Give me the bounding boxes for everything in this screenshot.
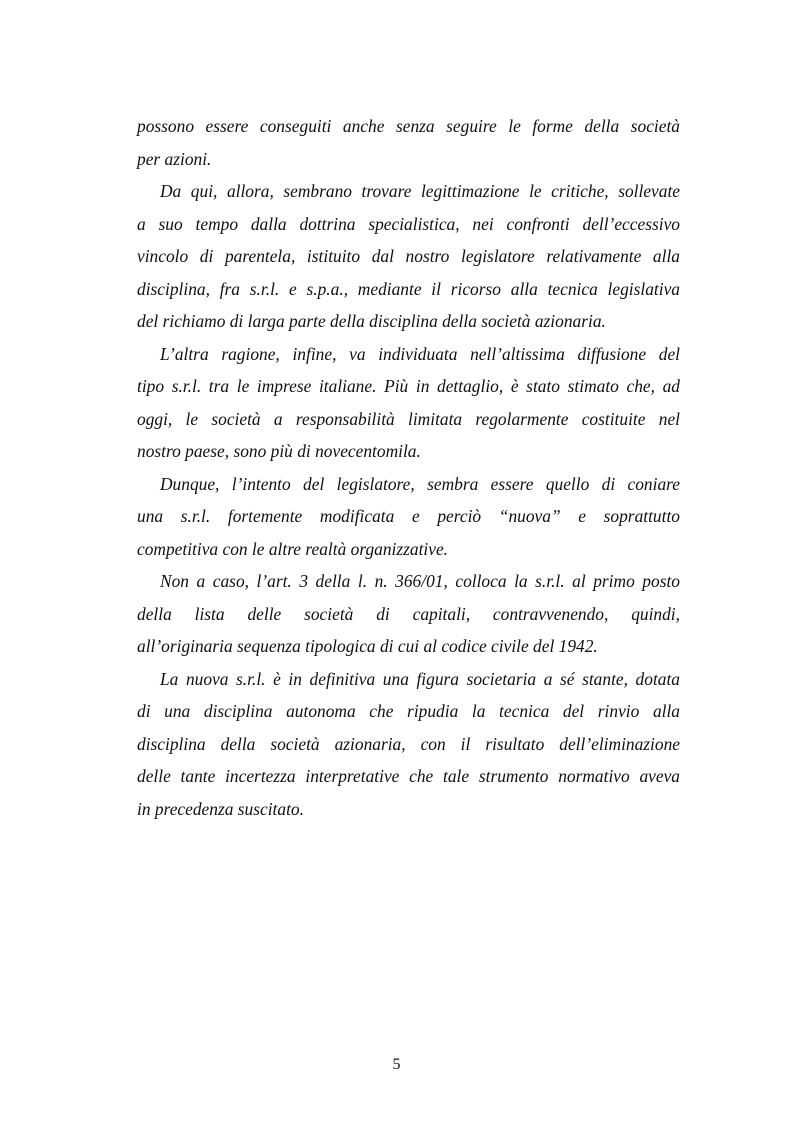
text-line: a suo tempo dalla dottrina specialistica, nei confronti dell’eccessivo [137, 213, 680, 234]
text-line: delle tante incertezza interpretative che tale strumento normativo aveva [137, 766, 680, 786]
text-line: possono essere conseguiti anche senza seguire le forme della società [137, 116, 680, 136]
text-line: di una disciplina autonoma che ripudia la tecnica del rinvio alla [137, 701, 680, 721]
text-line: per azioni. [137, 148, 212, 169]
text-line: Non a caso, l’art. 3 della l. n. 366/01, colloca la s.r.l. al primo posto [160, 571, 680, 591]
text-line: oggi, le società a responsabilità limitata regolarmente costituite nel [137, 408, 680, 429]
text-line: Da qui, allora, sembrano trovare legittimazione le critiche, sollevate [160, 181, 680, 201]
text-line: vincolo di parentela, istituito dal nostro legislatore relativamente alla [137, 246, 680, 266]
text-line: nostro paese, sono più di novecentomila. [137, 441, 421, 461]
text-line: tipo s.r.l. tra le imprese italiane. Più in dettaglio, è stato stimato che, ad [137, 376, 680, 396]
text-line: disciplina della società azionaria, con il risultato dell’eliminazione [137, 733, 680, 754]
text-line: competitiva con le altre realtà organizzative. [137, 538, 449, 559]
body-text [137, 110, 680, 825]
page-number: 5 [392, 1056, 401, 1073]
text-line: della lista delle società di capitali, contravvenendo, quindi, [137, 603, 680, 624]
text-line: L’altra ragione, infine, va individuata nell’altissima diffusione del [160, 343, 680, 364]
text-line: in precedenza suscitato. [137, 798, 304, 819]
text-line: La nuova s.r.l. è in definitiva una figura societaria a sé stante, dotata [160, 668, 680, 689]
text-line: del richiamo di larga parte della disciplina della società azionaria. [137, 311, 606, 331]
text-line: una s.r.l. fortemente modificata e perciò “nuova” e soprattutto [137, 506, 680, 526]
text-line: disciplina, fra s.r.l. e s.p.a., mediante il ricorso alla tecnica legislativa [137, 278, 680, 299]
text-line: Dunque, l’intento del legislatore, sembra essere quello di coniare [160, 473, 680, 494]
text-line: all’originaria sequenza tipologica di cui al codice civile del 1942. [137, 636, 598, 656]
